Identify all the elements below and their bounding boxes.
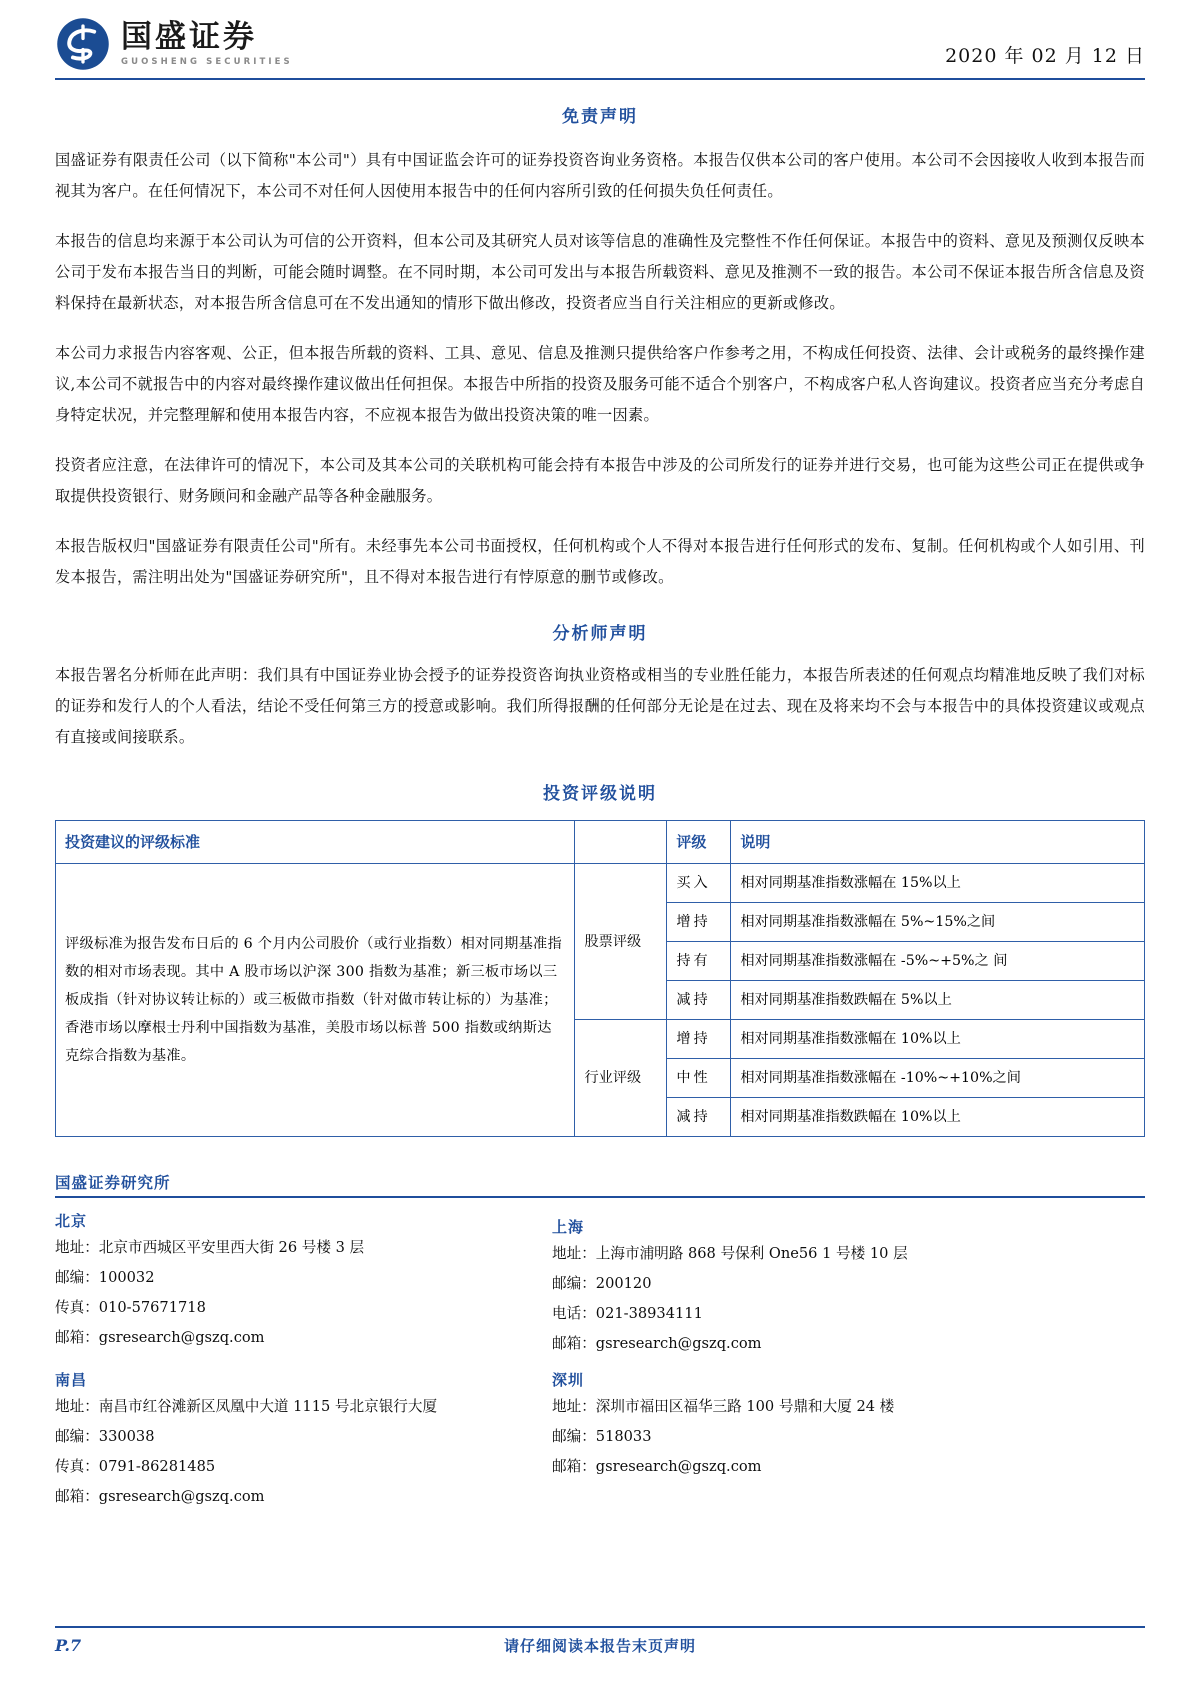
office-postcode: 邮编：518033 bbox=[552, 1428, 652, 1445]
office-fax: 传真：010-57671718 bbox=[55, 1299, 206, 1316]
rating-description: 相对同期基准指数跌幅在 5%以上 bbox=[731, 981, 1145, 1020]
disclaimer-paragraph: 本报告版权归"国盛证券有限责任公司"所有。未经事先本公司书面授权，任何机构或个人不得对本报告进行任何形式的发布、复制。任何机构或个人如引用、刊发本报告，需注明出处为"国盛证券研究所"，且不得对本报告进行有悖原意的删节或修改。 bbox=[55, 537, 1145, 586]
brand-name-cn: 国盛证券 bbox=[121, 19, 257, 56]
office-fax: 传真：0791-86281485 bbox=[55, 1458, 216, 1475]
table-header-row bbox=[56, 821, 1145, 864]
office-address: 地址：上海市浦明路 868 号保利 One56 1 号楼 10 层 bbox=[552, 1245, 908, 1262]
office-address: 地址：南昌市红谷滩新区凤凰中大道 1115 号北京银行大厦 bbox=[55, 1398, 438, 1415]
office-nanchang bbox=[55, 1369, 552, 1512]
rating-label: 减持 bbox=[667, 981, 731, 1020]
header-divider bbox=[55, 78, 1145, 80]
office-shenzhen bbox=[552, 1369, 1145, 1512]
company-logo bbox=[55, 16, 293, 78]
rating-description: 相对同期基准指数涨幅在 -10%~+10%之间 bbox=[731, 1059, 1145, 1098]
criteria-text-cell: 评级标准为报告发布日后的 6 个月内公司股价（或行业指数）相对同期基准指数的相对市场表现。其中 A 股市场以沪深 300 指数为基准；新三板市场以三板成指（针对协议转让标的）或三板做市指数（针对做市转让标的）为基准；香港市场以摩根士丹利中国指数为基准，美股市场以标普 500 指数或纳斯达克综合指数为基准。 bbox=[56, 864, 575, 1137]
col-header-rating: 评级 bbox=[667, 821, 731, 864]
rating-label: 减持 bbox=[667, 1098, 731, 1137]
institute-name: 国盛证券研究所 bbox=[55, 1173, 171, 1192]
office-postcode: 邮编：100032 bbox=[55, 1269, 155, 1286]
analyst-statement-title: 分析师声明 bbox=[552, 624, 648, 644]
col-header-blank bbox=[575, 821, 667, 864]
brand-name-en: GUOSHENG SECURITIES bbox=[121, 56, 293, 67]
office-address: 地址：北京市西城区平安里西大街 26 号楼 3 层 bbox=[55, 1239, 365, 1256]
analyst-statement-paragraph: 本报告署名分析师在此声明：我们具有中国证券业协会授予的证券投资咨询执业资格或相当的专业胜任能力，本报告所表述的任何观点均精准地反映了我们对标的证券和发行人的个人看法，结论不受任何第三方的授意或影响。我们所得报酬的任何部分无论是在过去、现在及将来均不会与本报告中的具体投资建议或观点有直接或间接联系。 bbox=[55, 666, 1145, 746]
page-footer bbox=[0, 1626, 1200, 1662]
rating-label: 中性 bbox=[667, 1059, 731, 1098]
rating-description: 相对同期基准指数涨幅在 10%以上 bbox=[731, 1020, 1145, 1059]
document-content bbox=[0, 102, 1200, 1516]
office-city: 上海 bbox=[552, 1218, 585, 1236]
table-row bbox=[56, 864, 1145, 903]
rating-description: 相对同期基准指数涨幅在 5%~15%之间 bbox=[731, 903, 1145, 942]
rating-description: 相对同期基准指数涨幅在 15%以上 bbox=[731, 864, 1145, 903]
office-phone: 电话：021-38934111 bbox=[552, 1305, 703, 1322]
office-shanghai bbox=[552, 1216, 1145, 1359]
guosheng-logo-icon bbox=[55, 16, 111, 72]
disclaimer-title: 免责声明 bbox=[562, 107, 638, 127]
brand-text bbox=[121, 21, 293, 67]
office-postcode: 邮编：330038 bbox=[55, 1428, 155, 1445]
office-address: 地址：深圳市福田区福华三路 100 号鼎和大厦 24 楼 bbox=[552, 1398, 895, 1415]
office-city: 南昌 bbox=[55, 1371, 88, 1389]
disclaimer-paragraph: 国盛证券有限责任公司（以下简称"本公司"）具有中国证监会许可的证券投资咨询业务资格。本报告仅供本公司的客户使用。本公司不会因接收人收到本报告而视其为客户。在任何情况下，本公司不对任何人因使用本报告中的任何内容所引致的任何损失负任何责任。 bbox=[55, 151, 1145, 200]
rating-description: 相对同期基准指数跌幅在 10%以上 bbox=[731, 1098, 1145, 1137]
office-beijing bbox=[55, 1210, 552, 1359]
office-city: 北京 bbox=[55, 1212, 88, 1230]
investment-rating-table bbox=[55, 820, 1145, 1137]
institute-name-wrap bbox=[55, 1171, 1145, 1195]
group-stock-rating: 股票评级 bbox=[575, 864, 667, 1020]
disclaimer-paragraph: 投资者应注意，在法律许可的情况下，本公司及其本公司的关联机构可能会持有本报告中涉及的公司所发行的证券并进行交易，也可能为这些公司正在提供或争取提供投资银行、财务顾问和金融产品等各种金融服务。 bbox=[55, 456, 1145, 505]
office-email[interactable]: 邮箱：gsresearch@gszq.com bbox=[552, 1335, 762, 1352]
disclaimer-paragraph: 本公司力求报告内容客观、公正，但本报告所载的资料、工具、意见、信息及推测只提供给客户作参考之用，不构成任何投资、法律、会计或税务的最终操作建议,本公司不就报告中的内容对最终操作建议做出任何担保。本报告中所指的投资及服务可能不适合个别客户，不构成客户私人咨询建议。投资者应当充分考虑自身特定状况，并完整理解和使用本报告内容，不应视本报告为做出投资决策的唯一因素。 bbox=[55, 344, 1145, 424]
col-header-criteria: 投资建议的评级标准 bbox=[56, 821, 575, 864]
col-header-desc: 说明 bbox=[731, 821, 1145, 864]
institute-divider bbox=[55, 1196, 1145, 1198]
rating-label: 买入 bbox=[667, 864, 731, 903]
contacts-section bbox=[55, 1171, 1145, 1516]
rating-description: 相对同期基准指数涨幅在 -5%~+5%之 间 bbox=[731, 942, 1145, 981]
office-city: 深圳 bbox=[552, 1371, 585, 1389]
rating-label: 持有 bbox=[667, 942, 731, 981]
page-header bbox=[0, 0, 1200, 78]
footer-row bbox=[55, 1628, 1145, 1662]
office-email[interactable]: 邮箱：gsresearch@gszq.com bbox=[55, 1329, 265, 1346]
contact-grid bbox=[55, 1210, 1145, 1516]
page-number: P.7 bbox=[55, 1635, 82, 1655]
report-date: 2020 年 02 月 12 日 bbox=[945, 45, 1145, 67]
office-email[interactable]: 邮箱：gsresearch@gszq.com bbox=[55, 1488, 265, 1505]
rating-label: 增持 bbox=[667, 1020, 731, 1059]
office-postcode: 邮编：200120 bbox=[552, 1275, 652, 1292]
group-industry-rating: 行业评级 bbox=[575, 1020, 667, 1137]
office-email[interactable]: 邮箱：gsresearch@gszq.com bbox=[552, 1458, 762, 1475]
rating-label: 增持 bbox=[667, 903, 731, 942]
disclaimer-paragraph: 本报告的信息均来源于本公司认为可信的公开资料，但本公司及其研究人员对该等信息的准确性及完整性不作任何保证。本报告中的资料、意见及预测仅反映本公司于发布本报告当日的判断，可能会随时调整。在不同时期，本公司可发出与本报告所载资料、意见及推测不一致的报告。本公司不保证本报告所含信息及资料保持在最新状态，对本报告所含信息可在不发出通知的情形下做出修改，投资者应当自行关注相应的更新或修改。 bbox=[55, 232, 1145, 312]
rating-section-title: 投资评级说明 bbox=[543, 784, 657, 804]
footer-note: 请仔细阅读本报告末页声明 bbox=[503, 1636, 696, 1655]
